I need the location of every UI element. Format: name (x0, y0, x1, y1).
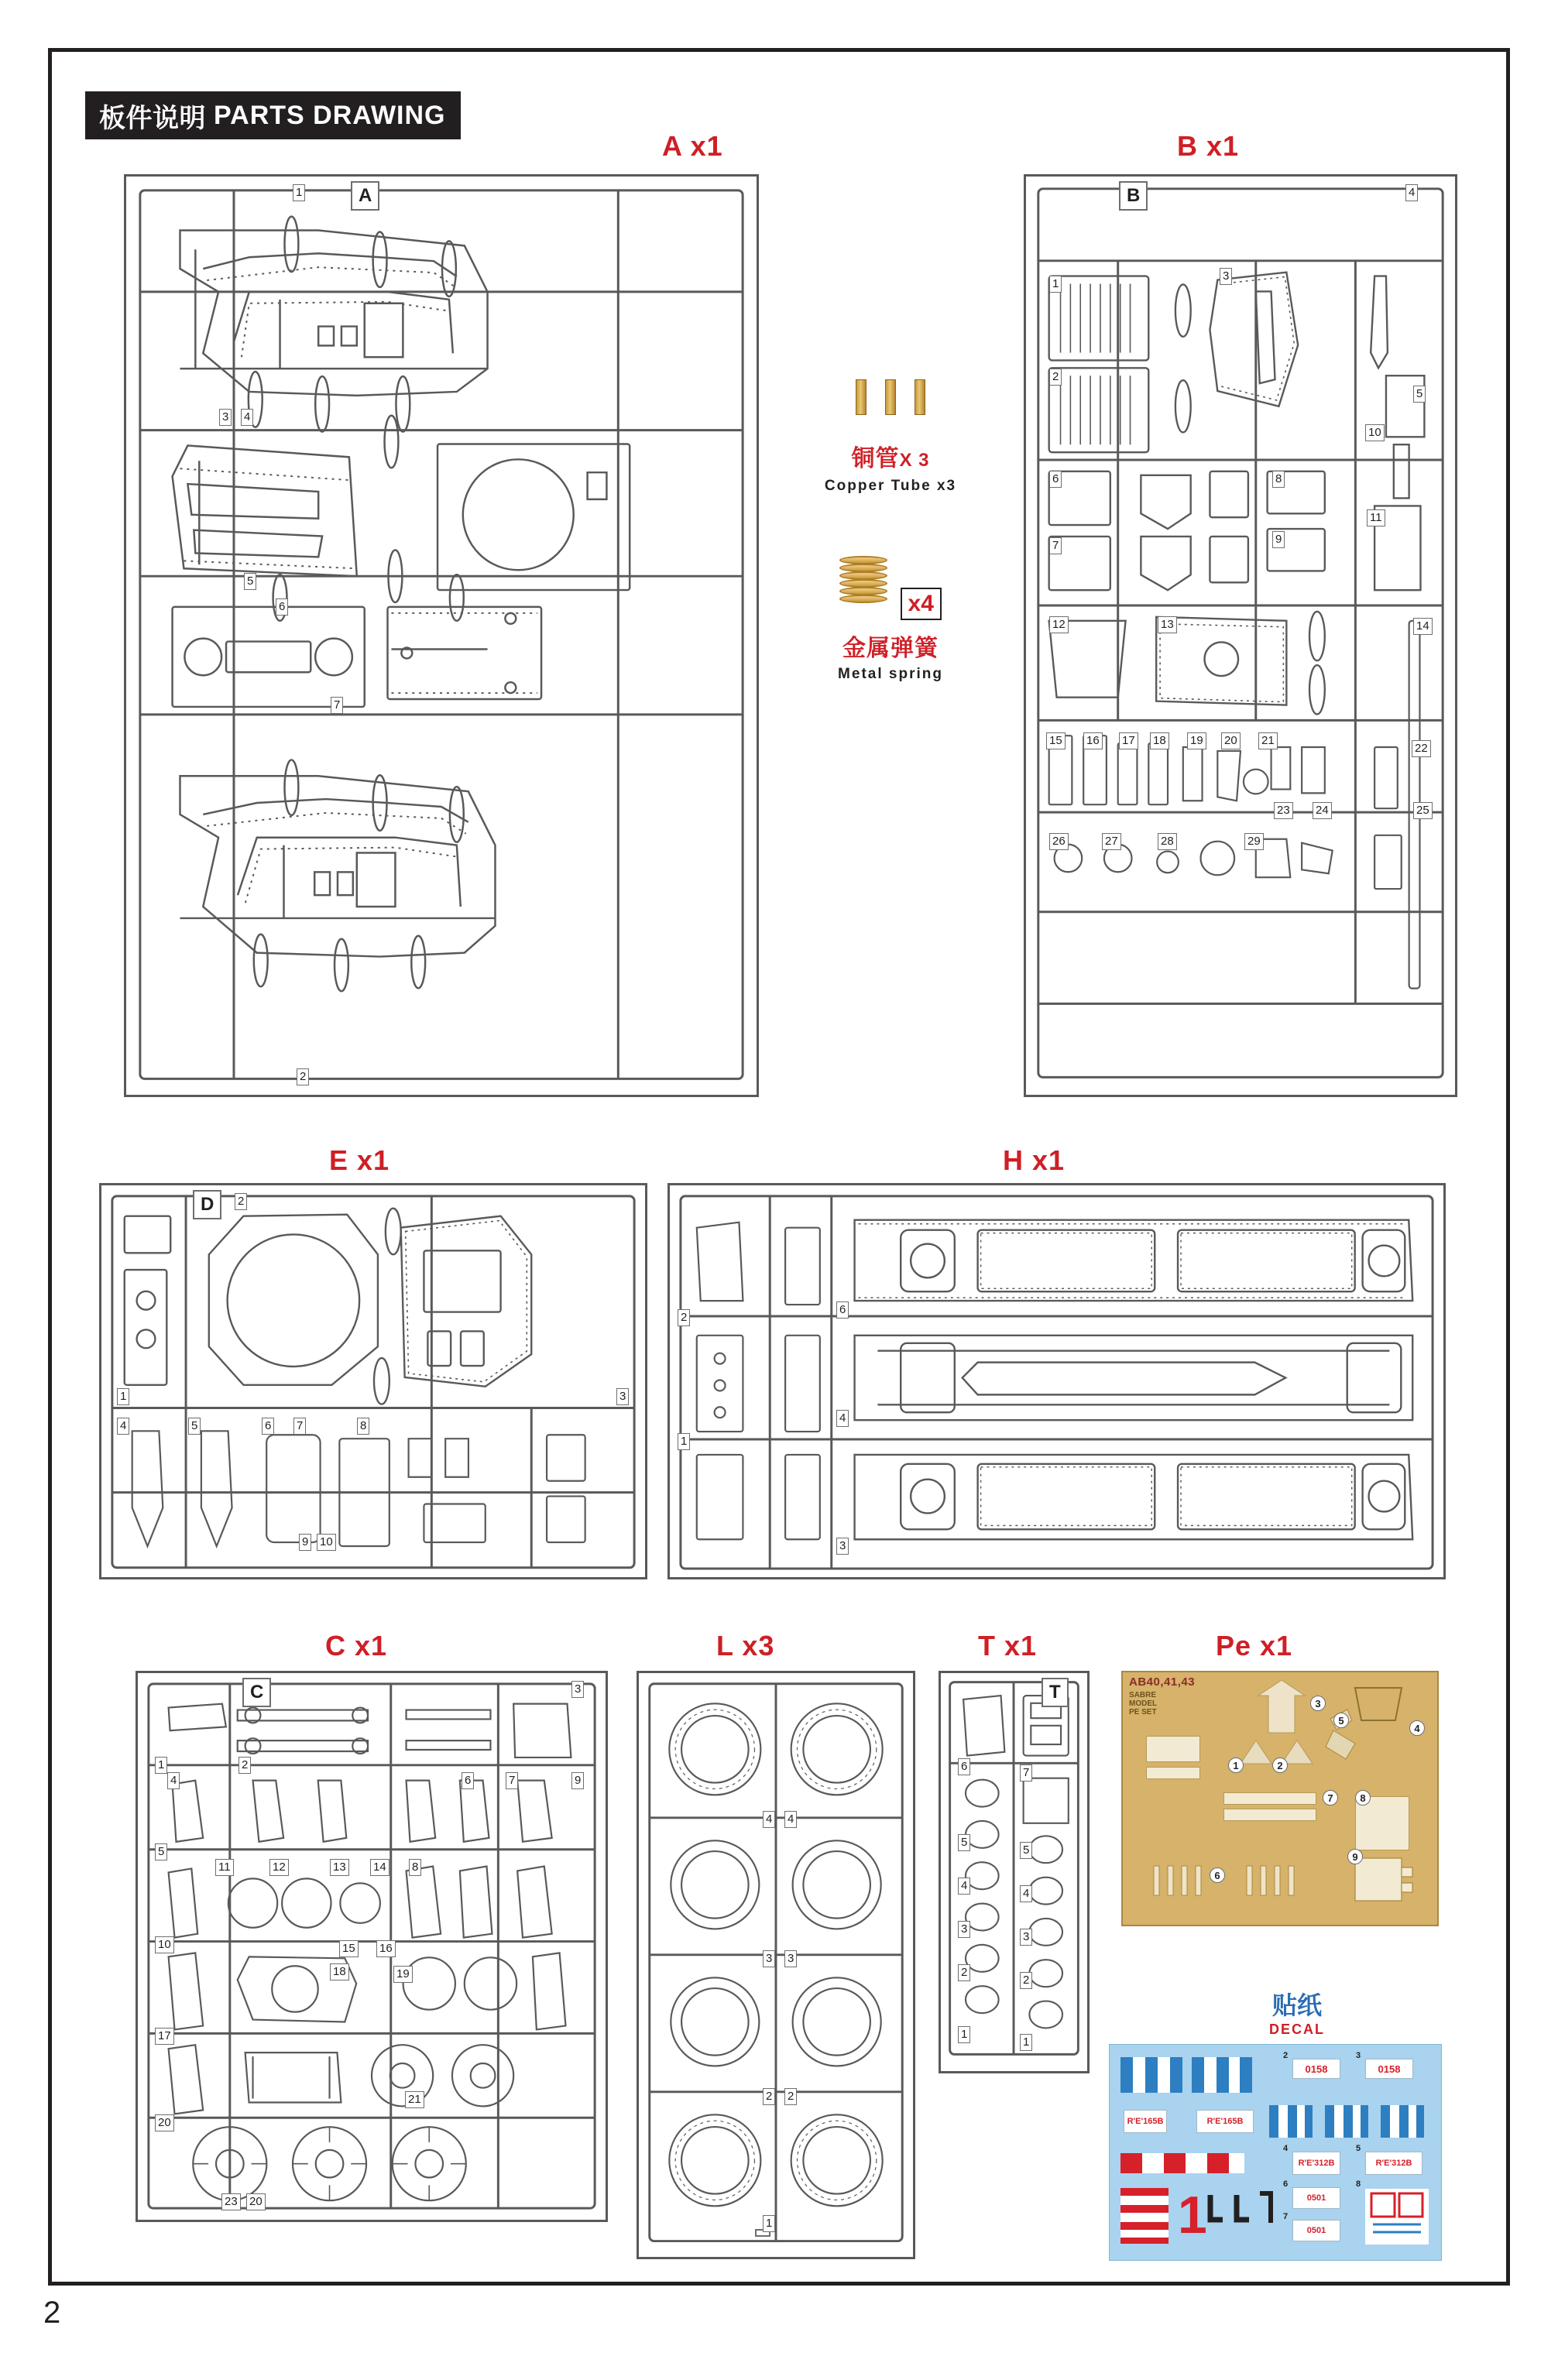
decal-stripe (1305, 2105, 1313, 2138)
part-number: 2 (1020, 1972, 1032, 1989)
part-number: 3 (1020, 1929, 1032, 1946)
decal-title-cn: 贴纸 (1271, 1991, 1322, 2019)
part-number: 4 (167, 1772, 180, 1789)
sprue-b-drawing (1026, 177, 1455, 1089)
part-number: 5 (958, 1834, 970, 1851)
part-number: 16 (376, 1940, 396, 1957)
part-number: 6 (462, 1772, 474, 1789)
part-number: 12 (269, 1859, 289, 1876)
decal-marking-glyphs (1203, 2184, 1303, 2246)
part-number: 17 (155, 2028, 174, 2045)
decal-stripe (1240, 2057, 1252, 2093)
decal-checker-cell (1164, 2153, 1186, 2173)
part-number: 15 (1046, 732, 1066, 749)
decal-stripe (1325, 2105, 1334, 2138)
sprue-title-t: T x1 (978, 1630, 1038, 1662)
part-number: 1 (117, 1388, 129, 1405)
sprue-title-pe: Pe x1 (1216, 1630, 1293, 1662)
decal-re-plate: R'E'165B (1196, 2110, 1254, 2133)
part-number: 5 (244, 573, 256, 590)
part-number: 5 (1413, 386, 1426, 403)
sprue-frame-b (1024, 174, 1457, 1097)
part-number: 1 (678, 1433, 690, 1450)
decal-re-plate: R'E'165B (1124, 2110, 1167, 2133)
part-number: 8 (1272, 471, 1285, 488)
decal-number-plate: 0501 (1292, 2220, 1340, 2241)
part-number: 7 (293, 1418, 306, 1435)
metal-spring-label-cn: 金属弹簧 (842, 636, 939, 661)
sprue-tag-a: A (351, 181, 379, 211)
sprue-tag-t: T (1042, 1678, 1069, 1707)
copper-tube-icon (856, 379, 867, 415)
decal-index: 6 (1283, 2179, 1289, 2189)
part-number: 4 (763, 1811, 775, 1828)
part-number: 4 (1020, 1885, 1032, 1902)
pe-part-number: 7 (1323, 1790, 1338, 1806)
part-number: 21 (1258, 732, 1278, 749)
part-number: 5 (188, 1418, 201, 1435)
decal-sheet (1109, 2044, 1442, 2261)
part-number: 3 (784, 1950, 797, 1967)
copper-tube-icons (801, 379, 980, 419)
decal-re-plate: R'E'312B (1292, 2152, 1340, 2175)
part-number: 7 (1020, 1764, 1032, 1782)
copper-tube-group (801, 379, 980, 495)
part-number: 3 (763, 1950, 775, 1967)
part-number: 9 (299, 1534, 311, 1551)
decal-index: 5 (1356, 2144, 1361, 2153)
page-title-cn: 板件说明 (99, 103, 206, 133)
pe-part-number: 2 (1272, 1758, 1288, 1773)
part-number: 13 (330, 1859, 349, 1876)
part-number: 1 (763, 2215, 775, 2232)
page-title-banner (85, 91, 461, 139)
decal-number-plate: 0158 (1292, 2059, 1340, 2079)
decal-index: 3 (1356, 2051, 1361, 2060)
part-number: 2 (297, 1068, 309, 1085)
part-number: 2 (235, 1193, 247, 1210)
decal-stripe (1217, 2057, 1229, 2093)
part-number: 14 (1413, 618, 1433, 635)
part-number: 2 (784, 2088, 797, 2105)
sprue-title-e: E x1 (329, 1144, 390, 1176)
decal-number-plate: 0158 (1365, 2059, 1413, 2079)
part-number: 21 (405, 2091, 424, 2108)
part-number: 5 (155, 1843, 167, 1860)
part-number: 9 (571, 1772, 584, 1789)
sprue-title-l: L x3 (716, 1630, 775, 1662)
metal-spring-label-en: Metal spring (838, 666, 943, 682)
part-number: 4 (241, 409, 253, 426)
part-number: 20 (246, 2193, 266, 2210)
sprue-h-drawing (670, 1185, 1443, 1579)
decal-stripe (1120, 2238, 1168, 2244)
part-number: 13 (1158, 616, 1177, 633)
part-number: 24 (1313, 802, 1332, 819)
sprue-t-drawing (941, 1673, 1087, 2063)
decal-stripe (1145, 2057, 1158, 2093)
part-number: 3 (616, 1388, 629, 1405)
pe-part-number: 3 (1310, 1696, 1326, 1711)
part-number: 1 (155, 1757, 167, 1774)
sprue-frame-h (667, 1183, 1446, 1579)
decal-stripe (1170, 2057, 1182, 2093)
sprue-c-drawing (138, 1673, 606, 2219)
sprue-frame-t (939, 1671, 1090, 2073)
decal-index: 4 (1283, 2144, 1289, 2153)
part-number: 2 (239, 1757, 251, 1774)
part-number: 3 (219, 409, 232, 426)
decal-title (1185, 1986, 1409, 2038)
part-number: 8 (409, 1859, 421, 1876)
pe-part-number: 9 (1347, 1849, 1363, 1864)
sprue-title-a: A x1 (662, 130, 723, 162)
pe-part-number: 1 (1228, 1758, 1244, 1773)
pe-fret-brand: SABRE MODEL PE SET (1129, 1691, 1158, 1716)
part-number: 15 (339, 1940, 359, 1957)
part-number: 3 (836, 1538, 849, 1555)
part-number: 11 (215, 1859, 234, 1876)
spring-quantity-badge: x4 (901, 588, 942, 620)
part-number: 28 (1158, 833, 1177, 850)
part-number: 18 (330, 1963, 349, 1980)
part-number: 10 (155, 1936, 174, 1953)
part-number: 19 (393, 1966, 413, 1983)
part-number: 6 (1049, 471, 1062, 488)
metal-spring-group (801, 556, 980, 683)
pe-part-number: 6 (1210, 1867, 1225, 1883)
part-number: 4 (1405, 184, 1418, 201)
part-number: 18 (1150, 732, 1169, 749)
decal-index: 7 (1283, 2212, 1289, 2221)
decal-stripe (1288, 2105, 1297, 2138)
part-number: 1 (1049, 276, 1062, 293)
part-number: 4 (836, 1410, 849, 1427)
decal-stripe (1120, 2188, 1168, 2196)
part-number: 29 (1244, 833, 1264, 850)
part-number: 9 (1272, 531, 1285, 548)
pe-part-number: 4 (1409, 1720, 1425, 1736)
part-number: 1 (1020, 2034, 1032, 2051)
sprue-title-h: H x1 (1003, 1144, 1066, 1176)
decal-checker-cell (1120, 2153, 1142, 2173)
sprue-frame-c (136, 1671, 608, 2222)
part-number: 10 (1365, 424, 1385, 441)
part-number: 4 (117, 1418, 129, 1435)
sprue-e-drawing (101, 1185, 645, 1579)
part-number: 20 (155, 2114, 174, 2131)
part-number: 25 (1413, 802, 1433, 819)
part-number: 7 (1049, 537, 1062, 554)
part-number: 6 (276, 598, 288, 616)
sprue-tag-e: D (193, 1190, 221, 1219)
part-number: 23 (1274, 802, 1293, 819)
copper-tube-icon (915, 379, 925, 415)
spring-icon (839, 556, 887, 607)
part-number: 11 (1367, 509, 1385, 526)
sprue-frame-l (637, 1671, 915, 2259)
metal-spring-icons (801, 556, 980, 618)
part-number: 20 (1221, 732, 1241, 749)
part-number: 6 (958, 1758, 970, 1775)
part-number: 17 (1119, 732, 1138, 749)
part-number: 6 (262, 1418, 274, 1435)
page-number: 2 (43, 2296, 61, 2330)
decal-stripe (1192, 2057, 1204, 2093)
part-number: 27 (1102, 833, 1121, 850)
part-number: 19 (1187, 732, 1206, 749)
part-number: 1 (293, 184, 305, 201)
part-number: 1 (958, 2026, 970, 2043)
decal-stripe (1381, 2105, 1390, 2138)
part-number: 5 (1020, 1842, 1032, 1859)
decal-index: 8 (1356, 2179, 1361, 2189)
decal-stripe (1120, 2057, 1133, 2093)
part-number: 2 (763, 2088, 775, 2105)
decal-stripe (1361, 2105, 1368, 2138)
part-number: 3 (958, 1921, 970, 1938)
sprue-tag-b: B (1119, 181, 1148, 211)
decal-checker-cell (1207, 2153, 1229, 2173)
part-number: 22 (1412, 740, 1431, 757)
pe-fret (1121, 1671, 1439, 1926)
pe-part-number: 5 (1333, 1713, 1349, 1728)
copper-tube-label-en: Copper Tube x3 (824, 478, 957, 494)
part-number: 3 (571, 1681, 584, 1698)
decal-re-plate: R'E'312B (1365, 2152, 1422, 2175)
decal-logo-glyph (1370, 2192, 1426, 2241)
part-number: 23 (221, 2193, 241, 2210)
part-number: 3 (1220, 268, 1232, 285)
decal-stripe (1416, 2105, 1424, 2138)
decal-stripe (1399, 2105, 1409, 2138)
decal-stripe (1344, 2105, 1353, 2138)
sprue-frame-a (124, 174, 759, 1097)
part-number: 26 (1049, 833, 1069, 850)
part-number: 10 (317, 1534, 336, 1551)
part-number: 2 (678, 1309, 690, 1326)
decal-stripe (1120, 2222, 1168, 2230)
pe-fret-shapes (1123, 1672, 1440, 1928)
page-title-en: PARTS DRAWING (214, 100, 446, 130)
decal-big-numeral: 1 (1178, 2186, 1207, 2245)
part-number: 2 (1049, 369, 1062, 386)
part-number: 7 (506, 1772, 518, 1789)
part-number: 6 (836, 1301, 849, 1319)
decal-stripe (1269, 2105, 1278, 2138)
sprue-a-drawing (126, 177, 757, 1092)
pe-part-number: 8 (1355, 1790, 1371, 1806)
part-number: 8 (357, 1418, 369, 1435)
decal-stripe (1120, 2205, 1168, 2213)
sprue-tag-c: C (242, 1678, 271, 1707)
decal-number-plate: 0501 (1292, 2187, 1340, 2209)
part-number: 4 (958, 1878, 970, 1895)
part-number: 14 (370, 1859, 390, 1876)
part-number: 2 (958, 1964, 970, 1981)
decal-numeral-box (1120, 2188, 1168, 2244)
copper-tube-label-cn: 铜管X 3 (851, 446, 930, 472)
part-number: 12 (1049, 616, 1069, 633)
copper-tube-icon (885, 379, 896, 415)
sprue-title-b: B x1 (1177, 130, 1240, 162)
sprue-title-c: C x1 (325, 1630, 388, 1662)
sprue-l-drawing (639, 1673, 913, 2251)
pe-fret-code: AB40,41,43 (1129, 1675, 1196, 1689)
sprue-frame-e (99, 1183, 647, 1579)
decal-title-en: DECAL (1269, 2022, 1325, 2037)
part-number: 16 (1083, 732, 1103, 749)
part-number: 4 (784, 1811, 797, 1828)
part-number: 7 (331, 697, 343, 714)
decal-index: 2 (1283, 2051, 1289, 2060)
